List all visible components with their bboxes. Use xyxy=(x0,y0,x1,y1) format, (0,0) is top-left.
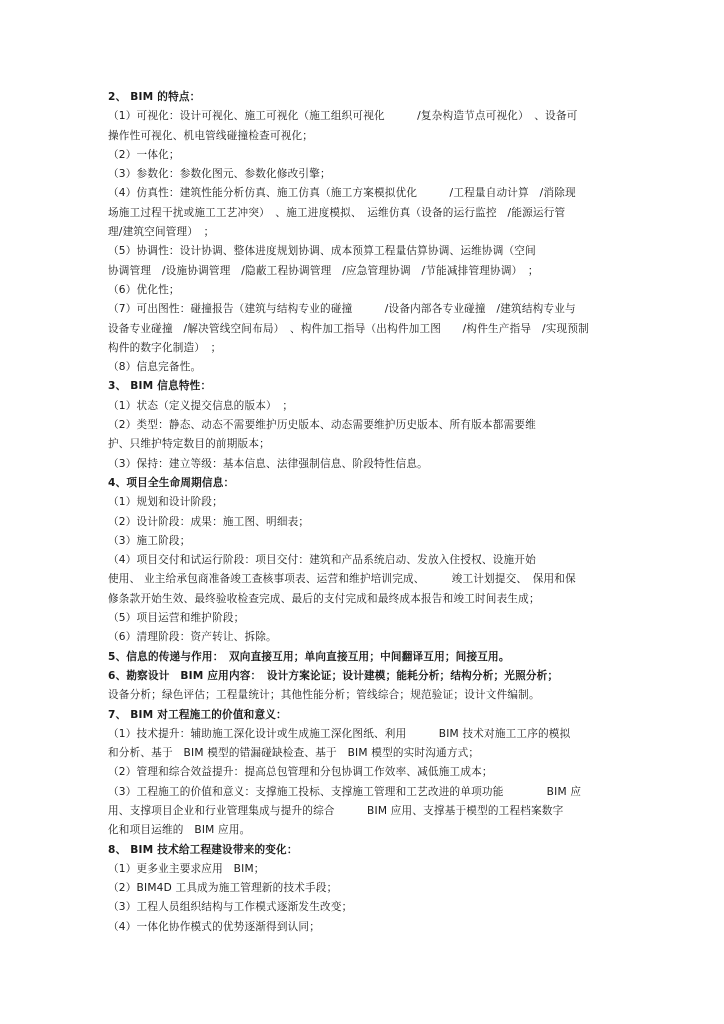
text-line: （2）一体化； xyxy=(108,148,180,161)
text-line: 协调管理 /设施协调管理 /隐蔽工程协调管理 /应急管理协调 /节能减排管理协调） ； xyxy=(108,264,539,277)
text-line: 设备专业碰撞 /解决管线空间布局） 、构件加工指导（出构件加工图 /构件生产指导 /实现预制 xyxy=(108,322,589,335)
section-heading: 4、项目全生命周期信息： xyxy=(108,476,235,489)
text-line: 化和项目运维的 BIM 应用。 xyxy=(108,824,251,837)
section-heading: 5、信息的传递与作用： 双向直接互用；单向直接互用；中间翻译互用；间接互用。 xyxy=(108,650,510,663)
text-line: （3）工程施工的价值和意义：支撑施工投标、支撑施工管理和工艺改进的单项功能 BIM 应 xyxy=(108,785,582,798)
text-line: （4）一体化协作模式的优势逐渐得到认同； xyxy=(108,920,321,933)
text-line: （4）仿真性：建筑性能分析仿真、施工仿真（施工方案模拟优化 /工程量自动计算 /消除现 xyxy=(108,187,576,200)
text-line: （2）设计阶段：成果：施工图、明细表； xyxy=(108,515,310,528)
text-line: （3）保持：建立等级：基本信息、法律强制信息、阶段特性信息。 xyxy=(108,457,428,470)
text-line: （1）更多业主要求应用 BIM； xyxy=(108,862,265,875)
text-line: 修条款开始生效、最终验收检查完成、最后的支付完成和最终成本报告和竣工时间表生成； xyxy=(108,592,540,605)
text-line: 用、支撑项目企业和行业管理集成与提升的综合 BIM 应用、支撑基于模型的工程档案数字 xyxy=(108,804,564,817)
document-body xyxy=(108,88,618,937)
section-heading: 3、 BIM 信息特性： xyxy=(108,380,212,393)
text-line: （3）参数化：参数化图元、参数化修改引擎； xyxy=(108,168,331,181)
text-line: （7）可出图性：碰撞报告（建筑与结构专业的碰撞 /设备内部各专业碰撞 /建筑结构专业与 xyxy=(108,303,576,316)
text-line: （6）优化性； xyxy=(108,283,180,296)
text-line: （2）类型：静态、动态不需要维护历史版本、动态需要维护历史版本、所有版本都需要维 xyxy=(108,419,536,432)
text-line: 和分析、基于 BIM 模型的错漏碰缺检查、基于 BIM 模型的实时沟通方式； xyxy=(108,747,480,760)
text-line: （3）施工阶段； xyxy=(108,534,191,547)
text-line: （5）协调性：设计协调、整体进度规划协调、成本预算工程量估算协调、运维协调（空间 xyxy=(108,245,536,258)
text-line: 护、只维护特定数目的前期版本； xyxy=(108,438,270,451)
text-line: （5）项目运营和维护阶段； xyxy=(108,612,245,625)
text-line: 操作性可视化、机电管线碰撞检查可视化； xyxy=(108,129,314,142)
text-line: 设备分析；绿色评估；工程量统计；其他性能分析；管线综合；规范验证；设计文件编制。 xyxy=(108,689,540,702)
section-heading: 2、 BIM 的特点： xyxy=(108,91,201,103)
text-line: 构件的数字化制造） ； xyxy=(108,341,222,354)
section-heading: 7、 BIM 对工程施工的价值和意义： xyxy=(108,708,287,721)
text-line: （2）管理和综合效益提升：提高总包管理和分包协调工作效率、减低施工成本； xyxy=(108,766,493,779)
section-heading: 6、勘察设计 BIM 应用内容： 设计方案论证；设计建模；能耗分析；结构分析；光照分析； xyxy=(108,669,559,682)
section-heading: 8、 BIM 技术给工程建设带来的变化： xyxy=(108,843,298,856)
text-line: （1）可视化：设计可视化、施工可视化（施工组织可视化 /复杂构造节点可视化） 、设备可 xyxy=(108,110,578,123)
text-line: 场施工过程干扰或施工工艺冲突） 、施工进度模拟、 运维仿真（设备的运行监控 /能源运行管 xyxy=(108,206,566,219)
text-line: （1）技术提升：辅助施工深化设计或生成施工深化图纸、利用 BIM 技术对施工工序的模拟 xyxy=(108,727,571,740)
text-line: （6）清理阶段：资产转让、拆除。 xyxy=(108,631,277,644)
text-line: （1）规划和设计阶段； xyxy=(108,496,223,509)
text-line: 使用、 业主给承包商准备竣工查核事项表、运营和维护培训完成、 竣工计划提交、 保用和保 xyxy=(108,573,576,586)
text-line: （4）项目交付和试运行阶段：项目交付：建筑和产品系统启动、发放入住授权、设施开始 xyxy=(108,554,536,567)
text-line: （3）工程人员组织结构与工作模式逐渐发生改变； xyxy=(108,901,353,914)
text-line: （8）信息完备性。 xyxy=(108,361,202,374)
text-line: （1）状态（定义提交信息的版本） ； xyxy=(108,399,294,412)
text-line: （2）BIM4D 工具成为施工管理新的技术手段； xyxy=(108,882,338,895)
text-line: 理/建筑空间管理） ； xyxy=(108,226,215,239)
